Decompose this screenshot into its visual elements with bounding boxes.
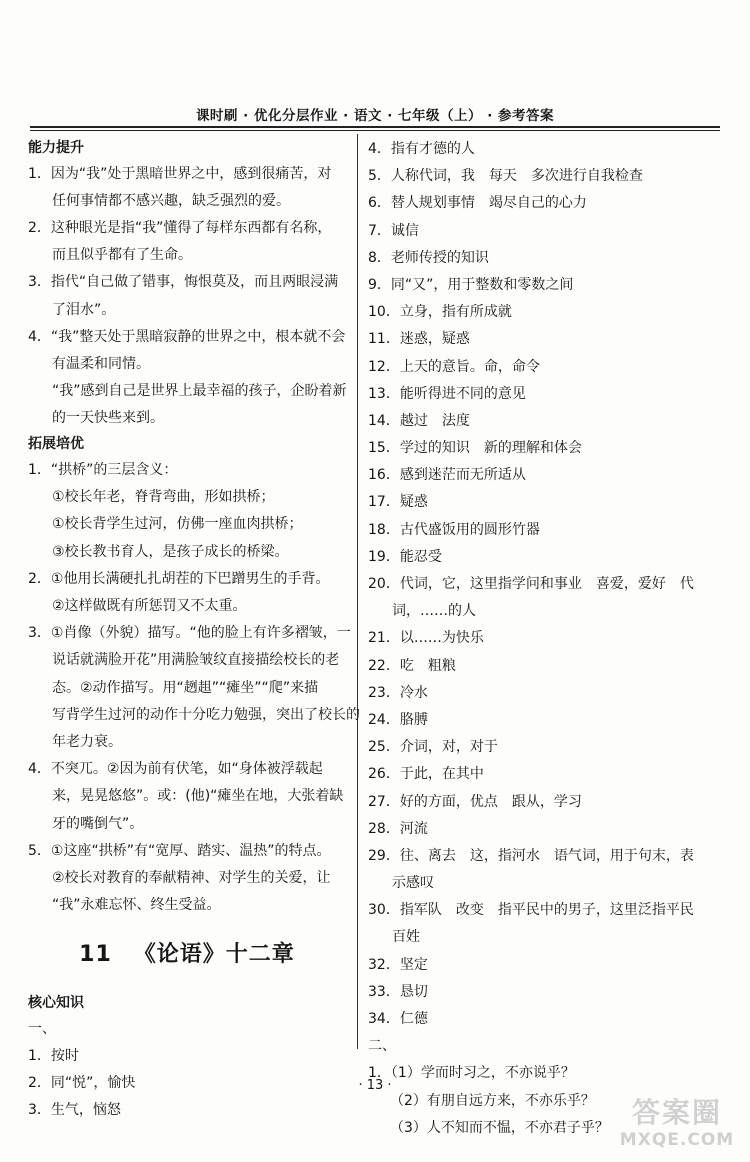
answer-line: 词，……的人 — [392, 603, 476, 620]
answer-line: 9．同“又”，用于整数和零数之间 — [368, 276, 574, 293]
answer-line: 17．疑惑 — [368, 494, 428, 511]
answer-line: 34．仁德 — [368, 1011, 428, 1027]
watermark-url: MXQE.COM — [619, 1130, 735, 1150]
part-label: 一、 — [28, 1020, 56, 1037]
watermark-logo — [612, 1096, 742, 1158]
answer-line: 5．①这座“拱桥”有“宽厚、踏实、温热”的特点。 — [28, 842, 331, 859]
answer-line: 1．按时 — [28, 1048, 79, 1065]
answer-line: ②校长对教育的奉献精神、对学生的关爱，让 — [52, 869, 331, 886]
header-rule-thin — [30, 130, 720, 131]
answer-line: 说话就满脸开花”用满脸皱纹直接描绘校长的老 — [52, 652, 340, 669]
answer-line: 27．好的方面，优点 跟从，学习 — [368, 793, 582, 810]
answer-line: 的一天快些来到。 — [52, 410, 164, 427]
answer-line: 来，晃晃悠悠”。或：(他)“瘫坐在地，大张着缺 — [52, 788, 344, 805]
answer-line: 19．能忍受 — [368, 548, 442, 565]
section-heading-extension: 拓展培优 — [28, 436, 84, 453]
answer-line: 3．生气，恼怒 — [28, 1102, 121, 1119]
answer-line: 2．①他用长满硬扎扎胡茬的下巴蹭男生的手背。 — [28, 570, 330, 587]
answer-line: 1．因为“我”处于黑暗世界之中，感到很痛苦，对 — [28, 165, 332, 182]
answer-line: 16．感到迷茫而无所适从 — [368, 467, 526, 484]
answer-line: 21．以……为快乐 — [368, 630, 484, 647]
answer-line: 22．吃 粗粮 — [368, 657, 456, 674]
answer-line: ①校长年老，脊背弯曲，形如拱桥； — [52, 489, 275, 506]
answer-line: 18．古代盛饭用的圆形竹器 — [368, 521, 540, 538]
answer-line: 7．诚信 — [368, 222, 419, 239]
answer-line: 有温柔和同情。 — [52, 355, 150, 372]
answer-line: 年老力衰。 — [52, 733, 122, 750]
answer-line: 而且似乎都有了生命。 — [52, 247, 192, 264]
answer-line: 12．上天的意旨。命，命令 — [368, 358, 540, 375]
chapter-name: 《论语》十二章 — [133, 942, 295, 968]
answer-line: 了泪水”。 — [52, 301, 116, 318]
chapter-title — [28, 919, 346, 991]
right-column — [368, 136, 718, 1142]
answer-line: 4．“我”整天处于黑暗寂静的世界之中，根本就不会 — [28, 328, 346, 345]
answer-line: “我”永难忘怀、终生受益。 — [52, 897, 221, 914]
answer-line: 示感叹 — [392, 875, 434, 892]
answer-line: 29．往、离去 这，指河水 语气词，用于句末，表 — [368, 847, 694, 864]
answer-line: 33．恳切 — [368, 983, 428, 1000]
answer-line: 11．迷惑，疑惑 — [368, 331, 470, 348]
answer-line: 1．“拱桥”的三层含义： — [28, 462, 178, 479]
answer-line: 1．（1）学而时习之，不亦说乎？ — [368, 1065, 575, 1082]
answer-line: 26．于此，在其中 — [368, 766, 484, 783]
answer-line: 13．能听得进不同的意见 — [368, 385, 526, 402]
answer-line: 24．胳膊 — [368, 711, 428, 728]
answer-line: 8．老师传授的知识 — [368, 249, 489, 266]
answer-line: 25．介词，对，对于 — [368, 739, 498, 756]
running-header: 课时刷 · 优化分层作业 · 语文 · 七年级（上） · 参考答案 — [195, 108, 555, 124]
answer-line: 23．冷水 — [368, 684, 428, 701]
answer-line: ③校长教书育人，是孩子成长的桥梁。 — [52, 543, 289, 560]
section-heading-core: 核心知识 — [28, 995, 84, 1012]
answer-line: 2．同“悦”，愉快 — [28, 1075, 136, 1092]
answer-line: 态。②动作描写。用“趔趄”“瘫坐”“爬”来描 — [52, 679, 319, 696]
answer-line: 4．指有才德的人 — [368, 141, 475, 157]
answer-line: 3．①肖像（外貌）描写。“他的脸上有许多褶皱，一 — [28, 625, 351, 642]
answer-line: 写背学生过河的动作十分吃力勉强，突出了校长的 — [52, 706, 360, 723]
answer-line: 20．代词，它，这里指学问和事业 喜爱，爱好 代 — [368, 576, 694, 592]
watermark-text: 答案圈 — [631, 1096, 722, 1129]
chapter-number: 11 — [79, 942, 112, 968]
answer-line: （3）人不知而不愠，不亦君子乎？ — [390, 1119, 609, 1136]
answer-line: 任何事情都不感兴趣，缺乏强烈的爱。 — [52, 192, 290, 209]
answer-line: 4．不突兀。②因为前有伏笔，如“身体被浮载起 — [28, 761, 323, 778]
answer-line: 5．人称代词，我 每天 多次进行自我检查 — [368, 168, 643, 185]
answer-line: 百姓 — [392, 929, 420, 946]
answer-line: 15．学过的知识 新的理解和体会 — [368, 440, 582, 457]
column-divider — [357, 134, 358, 1049]
part-label: 二、 — [368, 1038, 396, 1055]
header-rule-thick — [30, 126, 720, 128]
answer-line: 28．河流 — [368, 820, 428, 837]
answer-line: ①校长背学生过河，仿佛一座血肉拱桥； — [52, 516, 303, 533]
left-column — [28, 136, 360, 1125]
section-heading-ability: 能力提升 — [28, 140, 84, 156]
answer-line: 3．指代“自己做了错事，悔恨莫及，而且两眼浸满 — [28, 274, 339, 291]
answer-line: 32．坚定 — [368, 956, 428, 973]
answer-line: “我”感到自己是世界上最幸福的孩子，企盼着新 — [52, 383, 347, 400]
answer-line: 30．指军队 改变 指平民中的男子，这里泛指平民 — [368, 902, 694, 919]
answer-line: （2）有朋自远方来，不亦乐乎？ — [390, 1092, 595, 1109]
answer-line: 6．替人规划事情 竭尽自己的心力 — [368, 195, 587, 212]
page-number: · 13 · — [358, 1078, 392, 1093]
answer-line: 牙的嘴倒气”。 — [52, 815, 144, 832]
answer-line: 14．越过 法度 — [368, 412, 470, 429]
answer-line: 2．这种眼光是指“我”懂得了每样东西都有名称， — [28, 219, 332, 236]
answer-line: 10．立身，指有所成就 — [368, 304, 512, 321]
answer-line: ②这样做既有所惩罚又不太重。 — [52, 598, 247, 614]
